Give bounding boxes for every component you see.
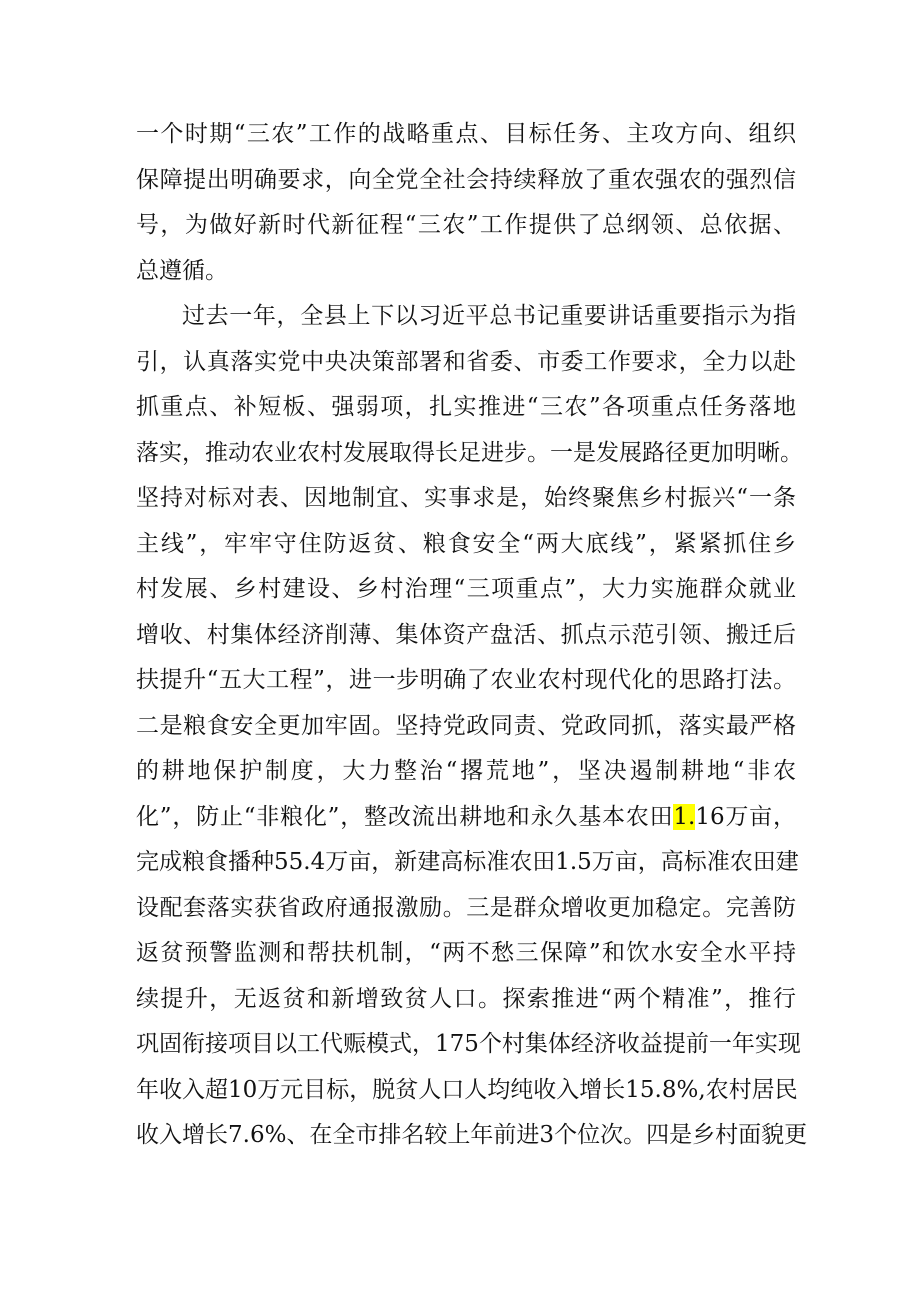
text-line: 保障提出明确要求，向全党全社会持续释放了重农强农的强烈信 <box>136 166 796 193</box>
text-line: 二是粮食安全更加牢固。坚持党政同责、党政同抓，落实最严格 <box>136 712 796 739</box>
text-line: 返贫预警监测和帮扶机制，“两不愁三保障”和饮水安全水平持 <box>136 940 796 966</box>
text-segment: 化”，防止“非粮化”，整改流出耕地和永久基本农田 <box>136 803 674 830</box>
paragraph-2 <box>136 294 808 1159</box>
text-line: 的耕地保护制度，大力整治“撂荒地”，坚决遏制耕地“非农 <box>136 758 796 784</box>
text-line: 收入增长7.6%、在全市排名较上年前进3个位次。四是乡村面貌更 <box>136 1122 808 1148</box>
text-line: 坚持对标对表、因地制宜、实事求是，始终聚焦乡村振兴“一条 <box>136 485 796 511</box>
text-line: 完成粮食播种55.4万亩，新建高标准农田1.5万亩，高标准农田建 <box>136 849 799 875</box>
text-line: 抓重点、补短板、强弱项，扎实推进“三农”各项重点任务落地 <box>136 394 796 420</box>
text-line: 扶提升“五大工程”，进一步明确了农业农村现代化的思路打法。 <box>136 667 796 693</box>
text-line: 一个时期“三农”工作的战略重点、目标任务、主攻方向、组织 <box>136 121 796 147</box>
paragraph-1 <box>136 112 796 294</box>
text-line: 过去一年，全县上下以习近平总书记重要讲话重要指示为指 <box>182 303 796 329</box>
text-line: 引，认真落实党中央决策部署和省委、市委工作要求，全力以赴 <box>136 348 796 375</box>
highlighted-text: 1. <box>673 803 696 830</box>
document-body <box>136 112 808 1159</box>
text-line-with-highlight <box>136 795 796 841</box>
text-line: 增收、村集体经济削薄、集体资产盘活、抓点示范引领、搬迁后 <box>136 621 796 648</box>
text-line: 续提升，无返贫和新增致贫人口。探索推进“两个精准”，推行 <box>136 985 796 1012</box>
text-line: 设配套落实获省政府通报激励。三是群众增收更加稳定。完善防 <box>136 894 796 921</box>
text-line: 年收入超10万元目标，脱贫人口人均纯收入增长15.8%,农村居民 <box>136 1076 798 1103</box>
text-line: 村发展、乡村建设、乡村治理“三项重点”，大力实施群众就业 <box>136 576 796 602</box>
text-line: 总遵循。 <box>136 257 228 284</box>
text-line: 巩固衔接项目以工代赈模式，175个村集体经济收益提前一年实现 <box>136 1031 801 1057</box>
text-segment: 16万亩， <box>695 803 796 830</box>
text-line: 落实，推动农业农村发展取得长足进步。一是发展路径更加明晰。 <box>136 439 803 466</box>
text-line: 主线”，牢牢守住防返贫、粮食安全“两大底线”，紧紧抓住乡 <box>136 530 796 557</box>
text-line: 号，为做好新时代新征程“三农”工作提供了总纲领、总依据、 <box>136 212 796 238</box>
